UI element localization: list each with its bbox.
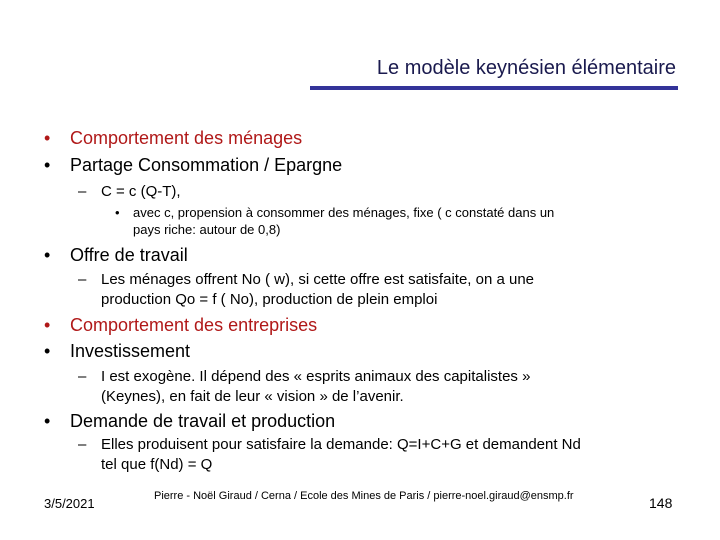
list-item-text-line2: tel que f(Nd) = Q: [101, 456, 213, 473]
list-item-text: Demande de travail et production: [70, 411, 336, 431]
list-item-text-line2: production Qo = f ( No), production de plein emploi: [101, 291, 438, 308]
bullet-marker: •: [44, 315, 51, 335]
bullet-marker: •: [44, 155, 51, 175]
bullet-marker: •: [44, 245, 51, 265]
dash-marker: –: [78, 436, 87, 453]
dash-marker: –: [78, 271, 87, 288]
bullet-marker: •: [44, 128, 51, 148]
footer-author: Pierre - Noël Giraud / Cerna / Ecole des Mines de Paris / pierre-noel.giraud@ensmp.fr: [154, 490, 574, 502]
bullet-marker: •: [115, 205, 120, 220]
list-item-text-line1: Les ménages offrent No ( w), si cette offre est satisfaite, on a une: [101, 271, 535, 288]
page-number: 148: [649, 495, 673, 511]
dash-marker: –: [78, 368, 87, 385]
bullet-marker: •: [44, 341, 51, 361]
slide-title: Le modèle keynésien élémentaire: [376, 57, 676, 79]
list-item-text: Investissement: [70, 341, 191, 361]
list-item-text-line2: (Keynes), en fait de leur « vision » de l’avenir.: [101, 388, 404, 405]
bullet-marker: •: [44, 411, 51, 431]
footer-date: 3/5/2021: [44, 496, 95, 511]
list-item-text-line1: I est exogène. Il dépend des « esprits animaux des capitalistes »: [101, 368, 531, 385]
list-item-text-line1: Elles produisent pour satisfaire la demande: Q=I+C+G et demandent Nd: [101, 436, 581, 453]
list-item-text: Comportement des entreprises: [70, 315, 318, 335]
dash-marker: –: [78, 183, 87, 200]
list-item-text: C = c (Q-T),: [101, 183, 181, 200]
list-item-text-line2: pays riche: autour de 0,8): [133, 222, 281, 237]
list-item-text-line1: avec c, propension à consommer des ménages, fixe ( c constaté dans un: [133, 205, 555, 220]
list-item-text: Offre de travail: [70, 245, 188, 265]
title-underline: [310, 86, 678, 90]
list-item-text: Comportement des ménages: [70, 128, 303, 148]
list-item-text: Partage Consommation / Epargne: [70, 155, 343, 175]
